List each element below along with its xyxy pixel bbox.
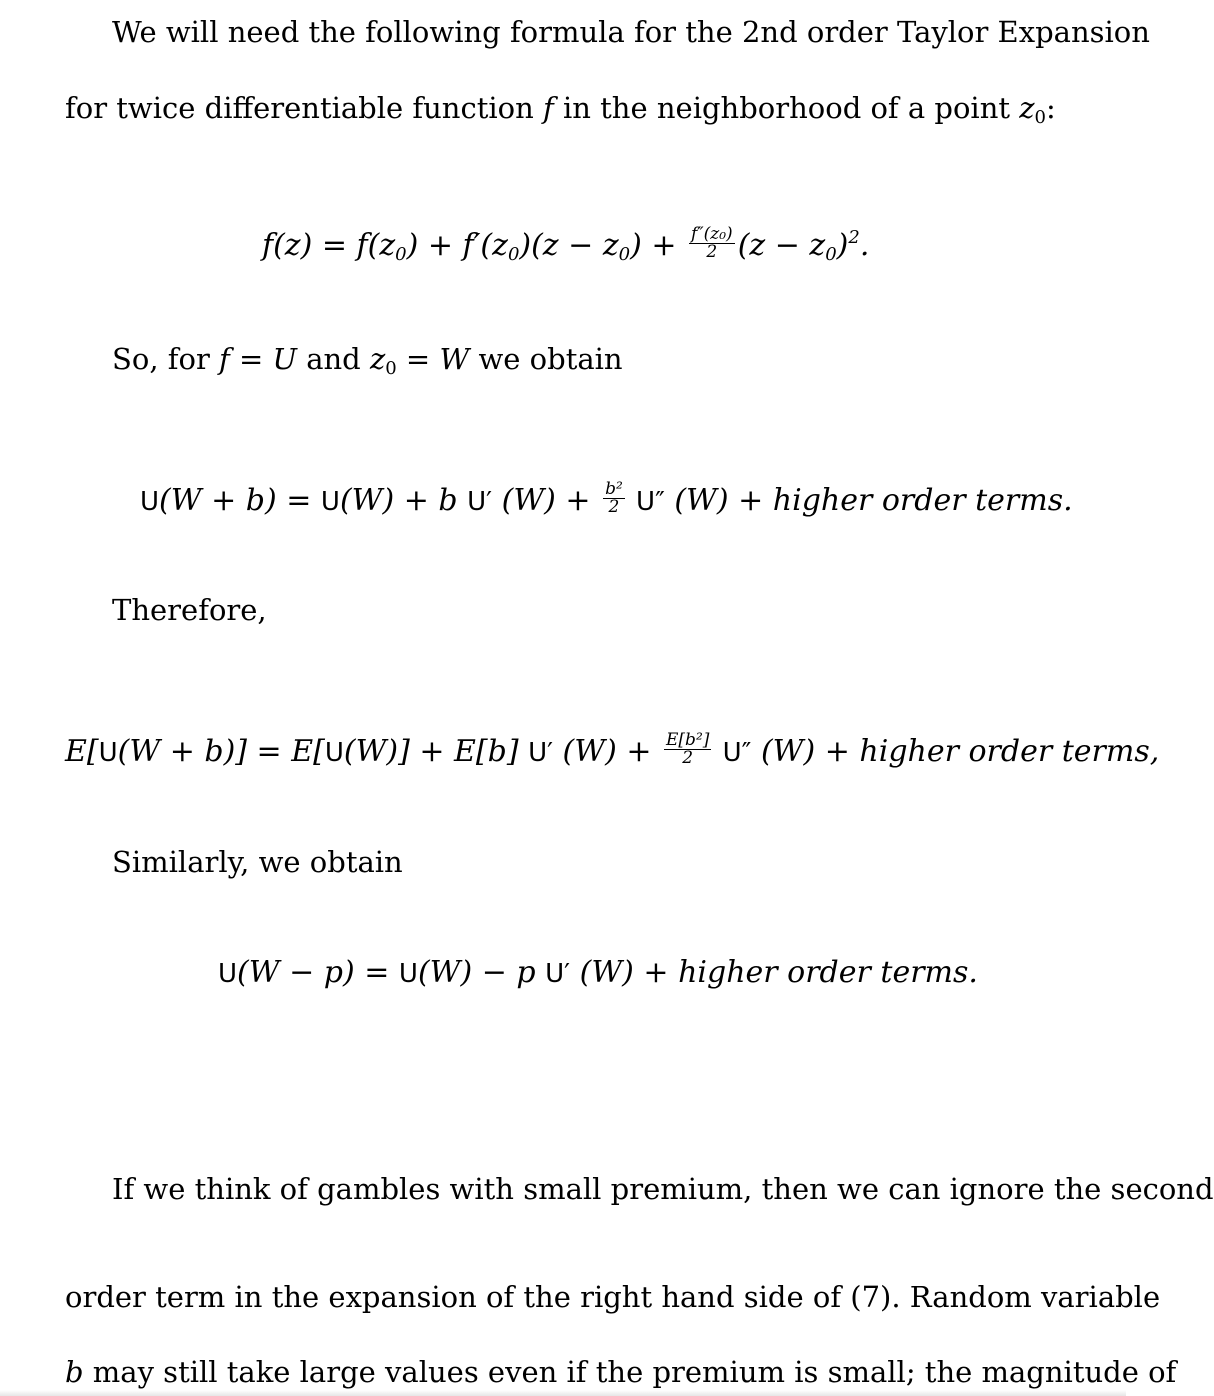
- text: So, for: [112, 342, 220, 376]
- eq-part: (W) − p: [417, 955, 546, 990]
- fraction-numerator: b²: [605, 478, 623, 499]
- paragraph-line: [65, 1354, 1177, 1390]
- utility-symbol: U″: [714, 738, 752, 768]
- math-var: f: [219, 342, 230, 376]
- higher-order-terms: higher order terms,: [859, 734, 1160, 769]
- eq-part: (W) +: [553, 734, 662, 769]
- fraction: [664, 729, 711, 768]
- utility-symbol: U: [98, 738, 118, 768]
- higher-order-terms: higher order terms.: [678, 955, 978, 990]
- fraction-numerator: f″(z₀): [691, 223, 733, 244]
- equation-expectation: [65, 729, 1160, 773]
- utility-symbol: U: [320, 487, 340, 517]
- eq-part: (W) +: [751, 734, 860, 769]
- subscript: 0: [1034, 107, 1046, 128]
- utility-symbol: U: [324, 738, 344, 768]
- eq-part: f(z) = f(z: [262, 228, 396, 263]
- math-var: b: [65, 1355, 84, 1389]
- math-var: z: [369, 342, 386, 376]
- fraction: [603, 478, 625, 517]
- math-var: U: [272, 342, 297, 376]
- text: =: [396, 342, 440, 376]
- eq-part: (W) +: [664, 483, 773, 518]
- paragraph-line: If we think of gambles with small premium, then we can ignore the second: [112, 1172, 1214, 1206]
- subscript: 0: [507, 244, 520, 265]
- utility-symbol: U: [398, 959, 418, 989]
- text: we obtain: [469, 342, 623, 376]
- paragraph-line: [65, 90, 1056, 128]
- utility-symbol: U: [140, 487, 160, 517]
- subscript: 0: [385, 358, 397, 379]
- eq-part: (W + b) =: [159, 483, 321, 518]
- utility-symbol: U: [218, 959, 238, 989]
- higher-order-terms: higher order terms.: [772, 483, 1073, 518]
- page-edge-shadow: [0, 1390, 1126, 1396]
- subscript: 0: [618, 244, 631, 265]
- eq-part: (W) +: [570, 955, 679, 990]
- utility-symbol: U′: [528, 738, 554, 768]
- eq-part: (W + b)] = E[: [117, 734, 325, 769]
- text: =: [229, 342, 273, 376]
- fraction: [689, 223, 735, 262]
- math-var: W: [439, 342, 470, 376]
- eq-part: (W − p) =: [237, 955, 399, 990]
- math-var: z: [1019, 91, 1035, 125]
- text: :: [1045, 91, 1056, 125]
- superscript: 2: [848, 227, 860, 248]
- utility-symbol: U′: [467, 487, 493, 517]
- subscript: 0: [825, 244, 837, 265]
- text: and: [296, 342, 370, 376]
- paragraph-line: [112, 341, 623, 377]
- fraction-denominator: 2: [706, 241, 718, 262]
- eq-part: (W) +: [492, 483, 601, 518]
- paragraph-line: Similarly, we obtain: [112, 845, 403, 879]
- subscript: 0: [395, 244, 407, 265]
- eq-part: (z − z: [737, 228, 826, 263]
- equation-premium: [218, 953, 978, 994]
- eq-part: ): [836, 228, 849, 263]
- eq-part: (W)] + E[b]: [343, 734, 529, 769]
- eq-part: (W) + b: [339, 483, 468, 518]
- fraction-numerator: E[b²]: [666, 729, 710, 750]
- eq-part: ) +: [630, 228, 686, 263]
- eq-part: E[: [65, 734, 99, 769]
- text: for twice differentiable function: [65, 91, 544, 125]
- utility-symbol: U″: [627, 487, 665, 517]
- paragraph-line: We will need the following formula for the 2nd order Taylor Expansion: [112, 15, 1150, 49]
- eq-part: ) + f′(z: [406, 228, 508, 263]
- math-var: f: [543, 91, 554, 125]
- text: may still take large values even if the premium is small; the magnitude of: [83, 1355, 1177, 1389]
- fraction-denominator: 2: [682, 747, 694, 768]
- text: in the neighborhood of a point: [553, 91, 1020, 125]
- paragraph-line: order term in the expansion of the right hand side of (7). Random variable: [65, 1280, 1161, 1314]
- fraction-denominator: 2: [608, 496, 620, 517]
- utility-symbol: U′: [545, 959, 571, 989]
- equation-taylor: [262, 223, 870, 266]
- paragraph-line: Therefore,: [112, 593, 267, 627]
- equation-utility-expansion: [140, 478, 1073, 522]
- eq-part: .: [859, 228, 870, 263]
- eq-part: )(z − z: [519, 228, 619, 263]
